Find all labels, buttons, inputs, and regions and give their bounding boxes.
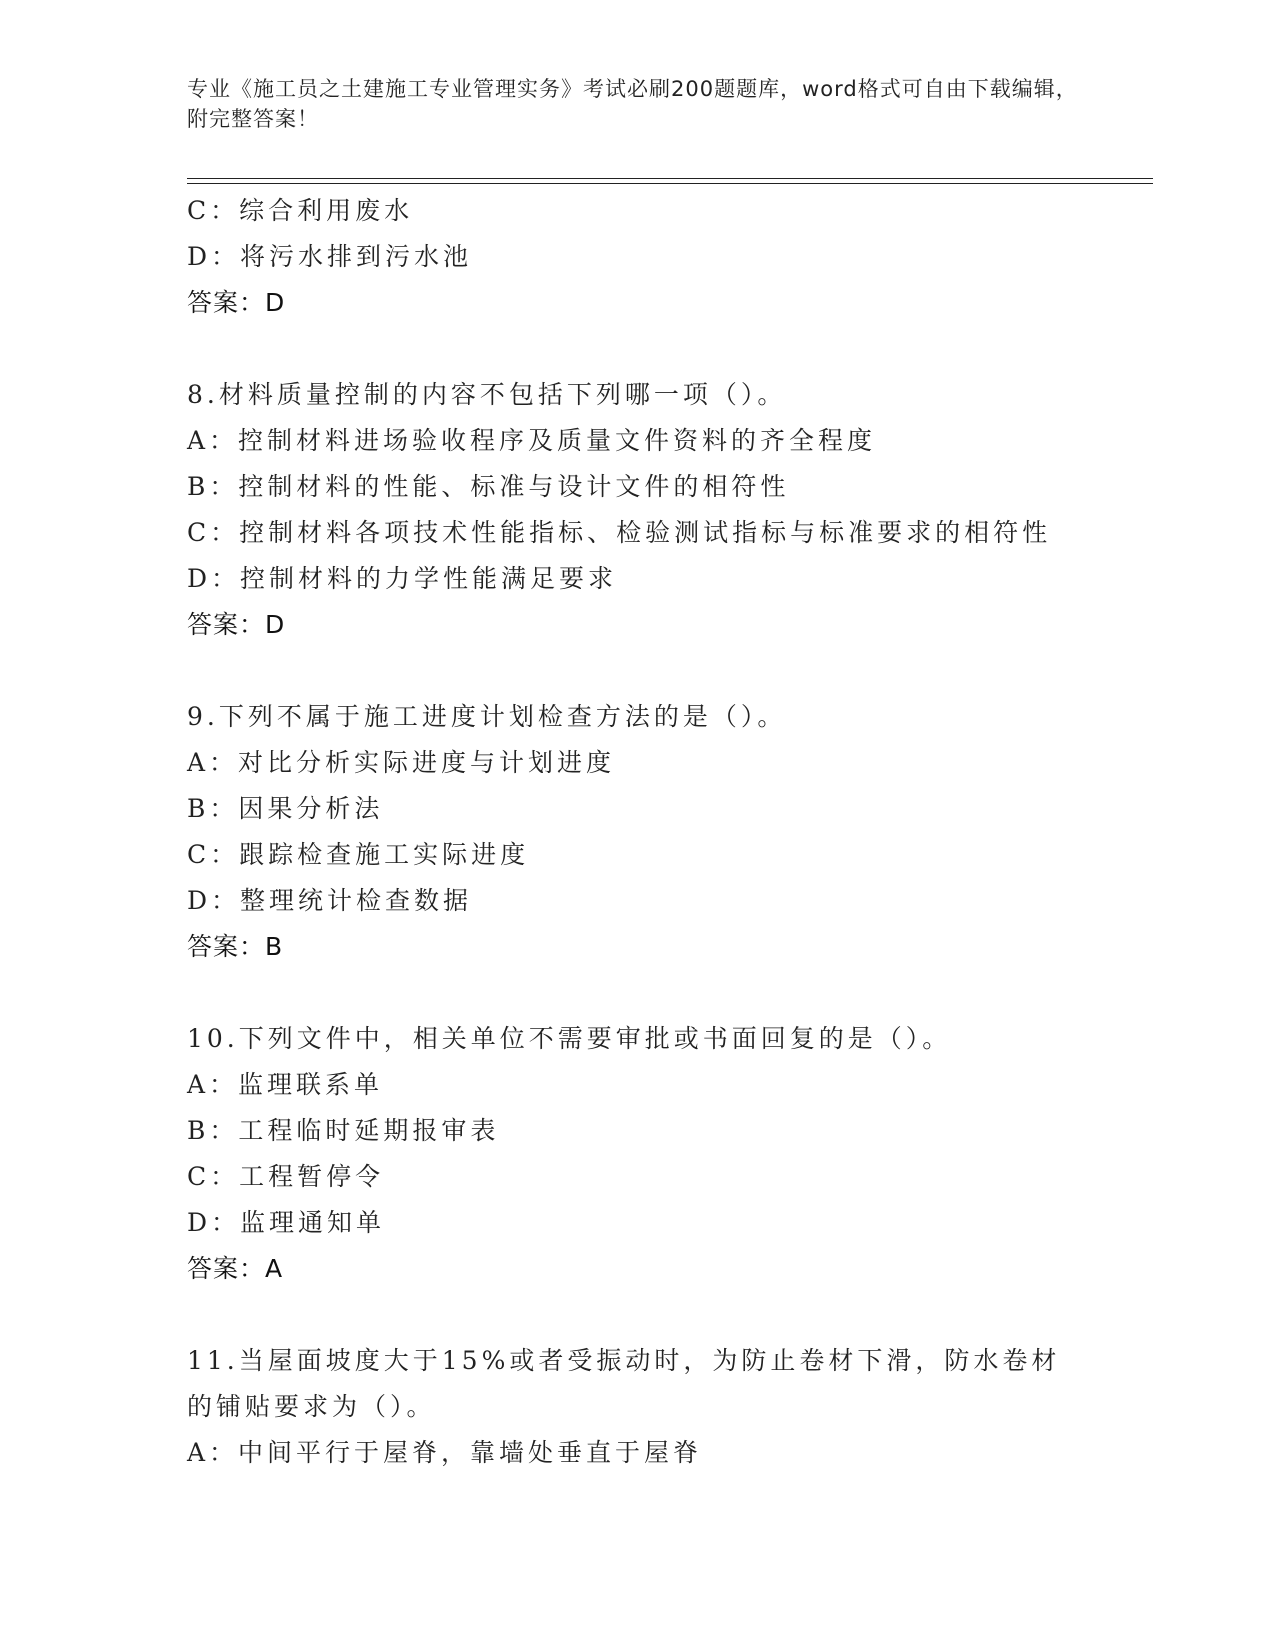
option-d: D：将污水排到污水池 xyxy=(187,242,473,271)
option-a: A：对比分析实际进度与计划进度 xyxy=(187,748,616,777)
option-b: B：控制材料的性能、标准与设计文件的相符性 xyxy=(187,472,790,501)
header-title: 专业《施工员之土建施工专业管理实务》考试必刷200题题库，word格式可自由下载编辑，附完整答案！ xyxy=(187,77,1078,131)
question-block xyxy=(187,1016,1087,1292)
document-header xyxy=(187,74,1087,134)
option-d: D：监理通知单 xyxy=(187,1208,386,1237)
question-block xyxy=(187,372,1087,648)
option-d: D：控制材料的力学性能满足要求 xyxy=(187,564,618,593)
answer-line: 答案：A xyxy=(187,1254,284,1283)
spacer xyxy=(187,648,1087,694)
header-divider-bottom xyxy=(187,183,1153,184)
question-stem: 9.下列不属于施工进度计划检查方法的是（）。 xyxy=(187,702,787,731)
question-stem: 8.材料质量控制的内容不包括下列哪一项（）。 xyxy=(187,380,787,409)
question-block xyxy=(187,1338,1087,1476)
option-c: C：工程暂停令 xyxy=(187,1162,385,1191)
option-c: C：跟踪检查施工实际进度 xyxy=(187,840,530,869)
answer-line: 答案：B xyxy=(187,932,284,961)
spacer xyxy=(187,1292,1087,1338)
option-a: A：控制材料进场验收程序及质量文件资料的齐全程度 xyxy=(187,426,877,455)
spacer xyxy=(187,970,1087,1016)
header-divider-top xyxy=(187,178,1153,179)
question-stem: 10.下列文件中，相关单位不需要审批或书面回复的是（）。 xyxy=(187,1024,952,1053)
answer-line: 答案：D xyxy=(187,610,286,639)
answer-line: 答案：D xyxy=(187,288,286,317)
option-b: B：工程临时延期报审表 xyxy=(187,1116,500,1145)
question-fragment xyxy=(187,188,1087,326)
option-a: A：监理联系单 xyxy=(187,1070,384,1099)
option-a: A：中间平行于屋脊，靠墙处垂直于屋脊 xyxy=(187,1438,703,1467)
option-c: C：综合利用废水 xyxy=(187,196,414,225)
document-body xyxy=(187,188,1087,1476)
option-c: C：控制材料各项技术性能指标、检验测试指标与标准要求的相符性 xyxy=(187,518,1052,547)
option-d: D：整理统计检查数据 xyxy=(187,886,473,915)
option-b: B：因果分析法 xyxy=(187,794,384,823)
question-stem: 11.当屋面坡度大于15%或者受振动时，为防止卷材下滑，防水卷材的铺贴要求为（）。 xyxy=(187,1346,1061,1421)
question-block xyxy=(187,694,1087,970)
spacer xyxy=(187,326,1087,372)
